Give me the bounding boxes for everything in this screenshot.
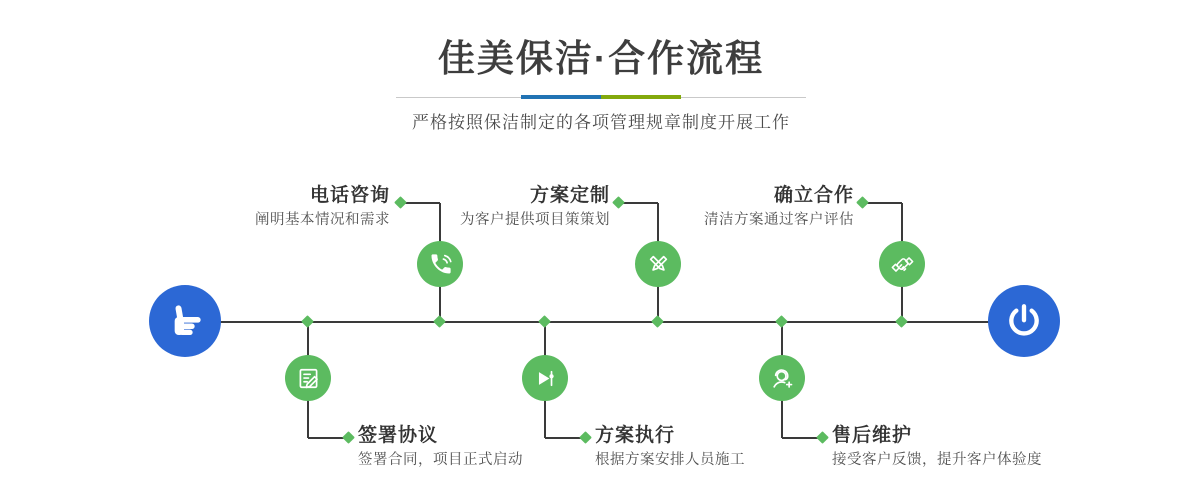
- label-diamond: [612, 196, 625, 209]
- label-diamond: [856, 196, 869, 209]
- step-desc: 阐明基本情况和需求: [255, 212, 390, 228]
- timeline-node-diamond: [433, 315, 446, 328]
- step-title: 电话咨询: [309, 185, 390, 206]
- phone-icon: [427, 251, 454, 278]
- step-title: 签署协议: [358, 425, 439, 446]
- divider-blue-segment: [521, 95, 601, 99]
- step-circle: [285, 355, 331, 401]
- step-circle: [522, 355, 568, 401]
- step-title: 售后维护: [832, 425, 913, 446]
- crossed-pencils-icon: [645, 251, 672, 278]
- step-title: 方案定制: [529, 185, 610, 206]
- step-desc: 签署合同，项目正式启动: [358, 452, 523, 468]
- step-desc: 接受客户反馈，提升客户体验度: [832, 452, 1042, 468]
- label-diamond: [579, 431, 592, 444]
- step-circle: [635, 241, 681, 287]
- timeline-node-diamond: [651, 315, 664, 328]
- play-slider-icon: [532, 365, 559, 392]
- timeline-node-diamond: [301, 315, 314, 328]
- contract-icon: [295, 365, 322, 392]
- page-subtitle: 严格按照保洁制定的各项管理规章制度开展工作: [412, 113, 790, 132]
- step-title: 方案执行: [595, 425, 676, 446]
- step-desc: 根据方案安排人员施工: [595, 452, 745, 468]
- handshake-icon: [889, 251, 916, 278]
- pointing-hand-icon: [165, 301, 205, 341]
- step-desc: 为客户提供项目策策划: [460, 212, 610, 228]
- step-circle: [417, 241, 463, 287]
- page-title: 佳美保洁·合作流程: [437, 38, 765, 79]
- timeline-start-node: [149, 285, 221, 357]
- label-diamond: [394, 196, 407, 209]
- label-diamond: [342, 431, 355, 444]
- step-desc: 清洁方案通过客户评估: [704, 212, 854, 228]
- timeline-end-node: [988, 285, 1060, 357]
- label-diamond: [816, 431, 829, 444]
- timeline-node-diamond: [775, 315, 788, 328]
- customer-service-icon: [769, 365, 796, 392]
- step-circle: [879, 241, 925, 287]
- step-circle: [759, 355, 805, 401]
- timeline-node-diamond: [538, 315, 551, 328]
- title-divider: [396, 90, 806, 102]
- timeline-node-diamond: [895, 315, 908, 328]
- timeline-line: [219, 321, 989, 323]
- power-icon: [1004, 301, 1044, 341]
- step-title: 确立合作: [773, 185, 854, 206]
- divider-green-segment: [601, 95, 681, 99]
